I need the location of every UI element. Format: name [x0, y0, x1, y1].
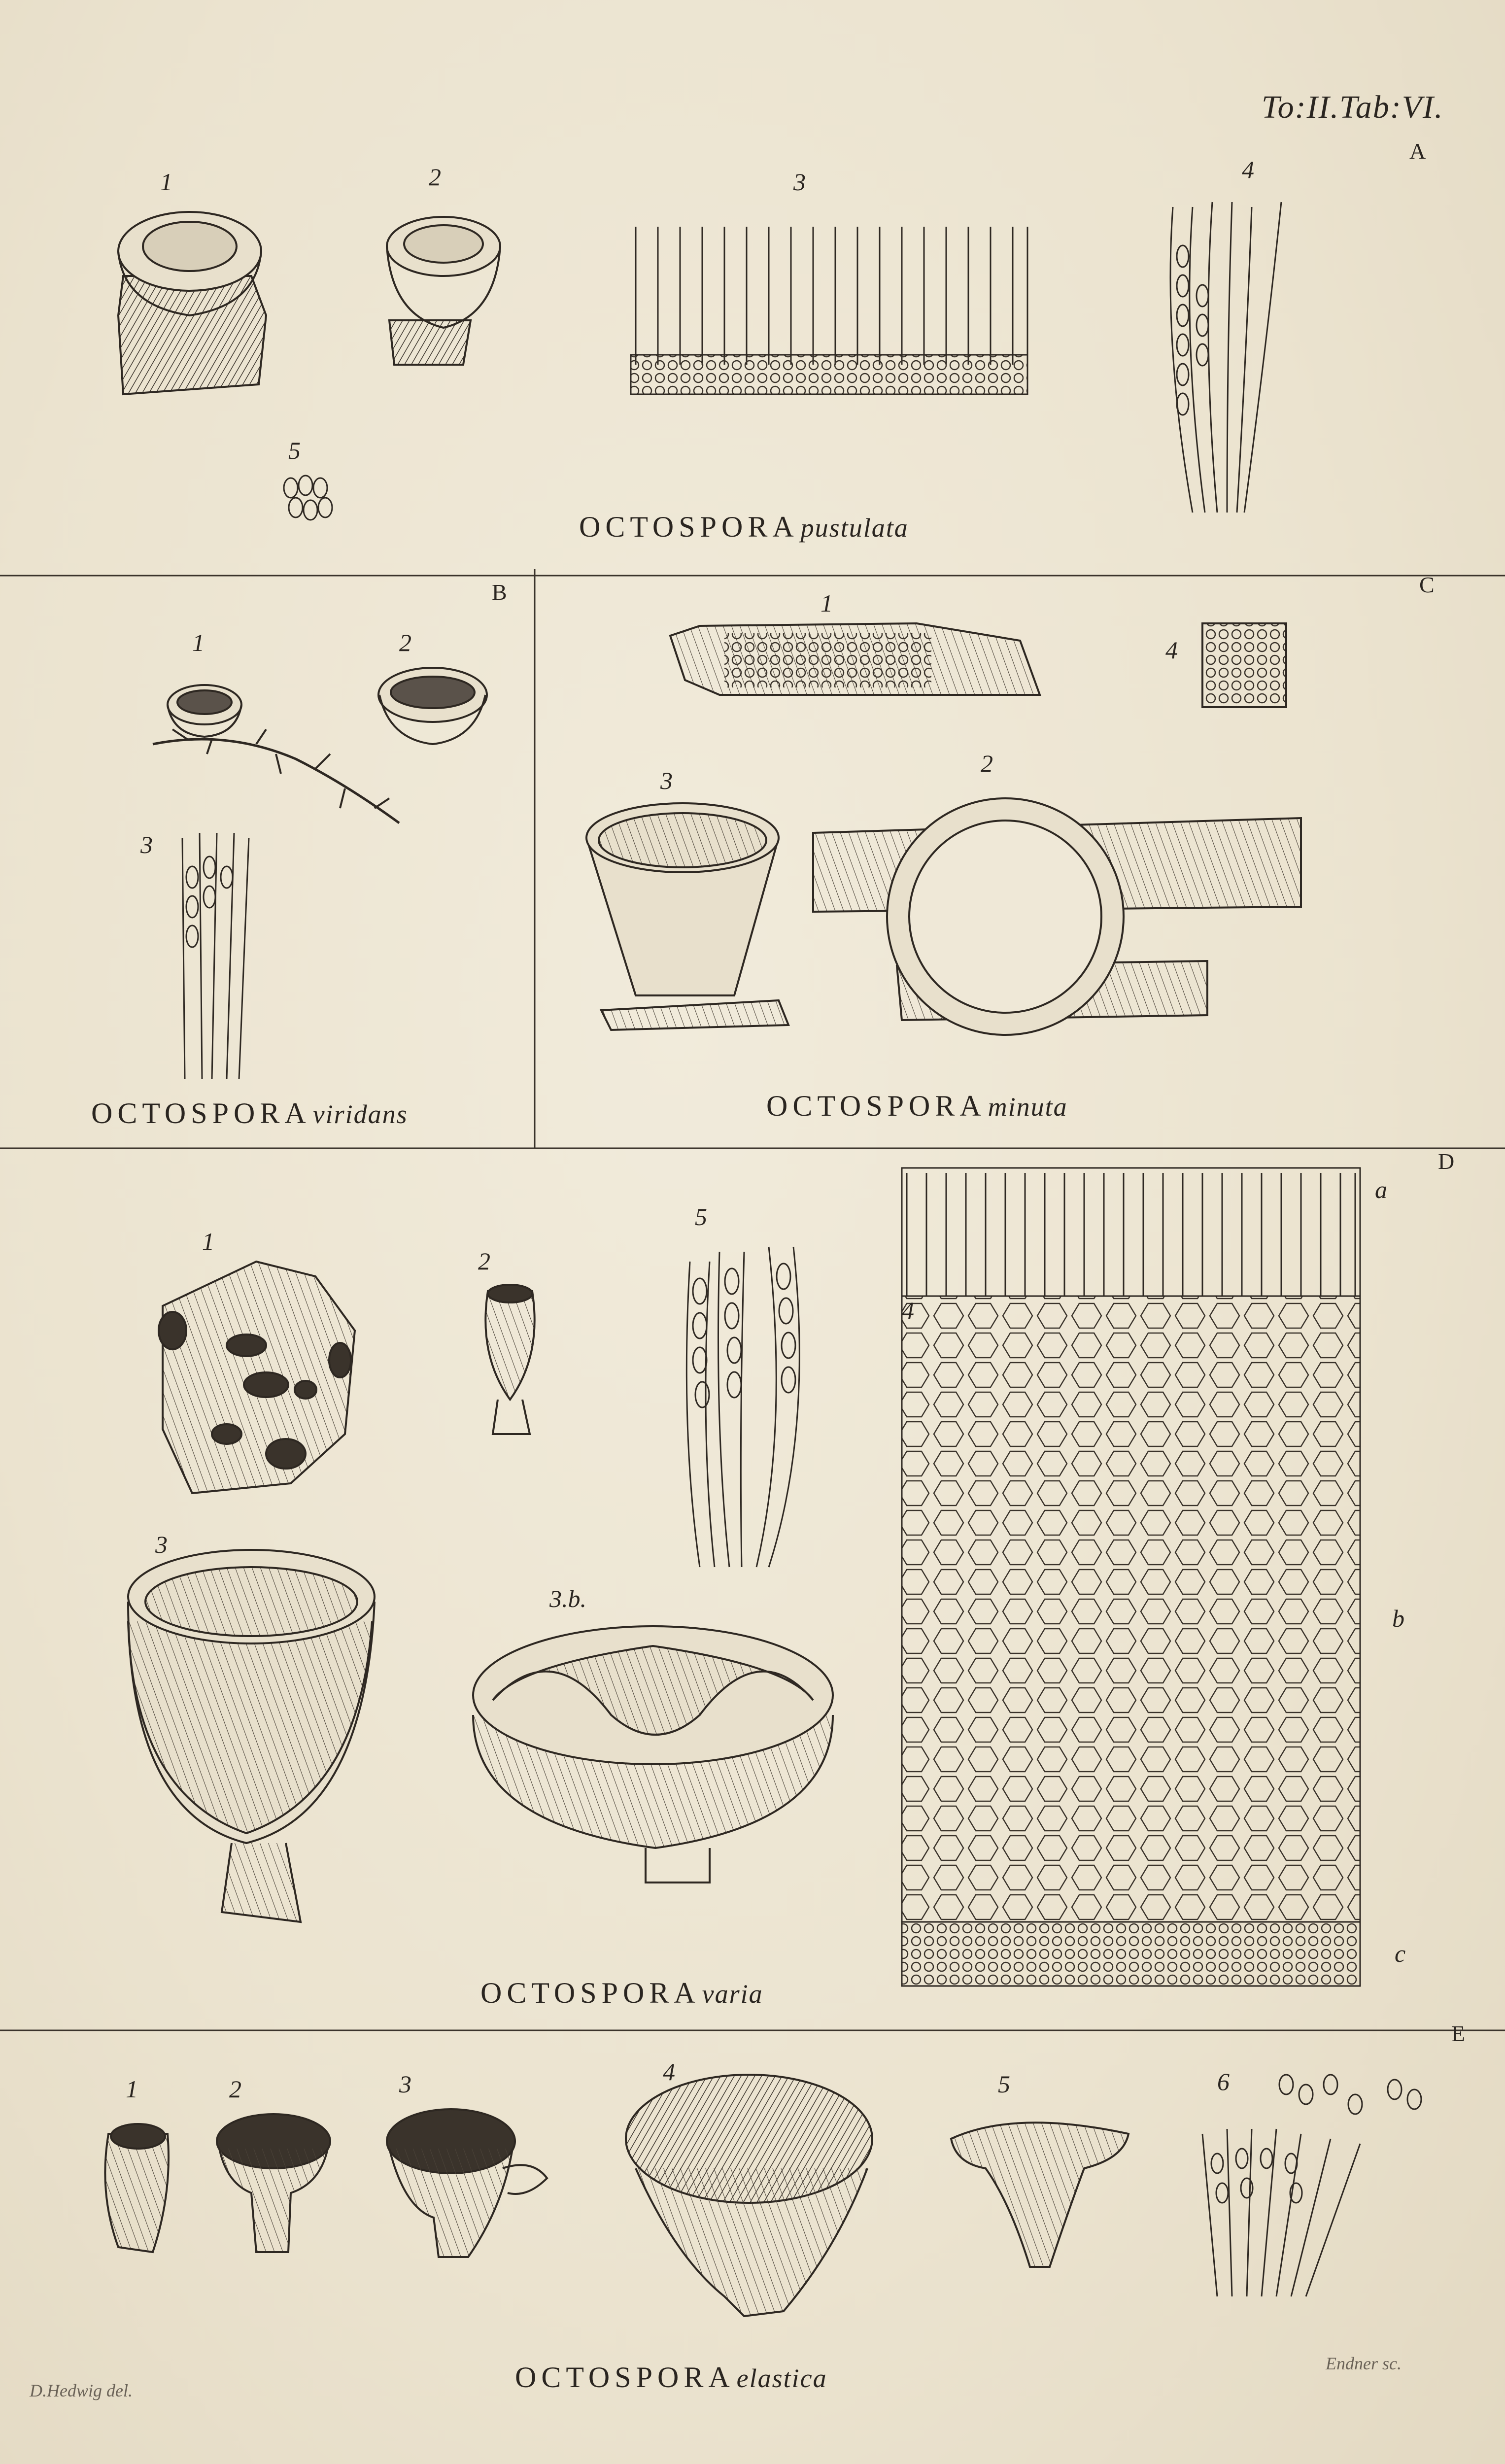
- plate-header: To:II.Tab:VI.: [1262, 89, 1444, 125]
- pustulata-figures: [118, 202, 1281, 520]
- caption-minuta: [766, 1089, 1068, 1123]
- fig-number: 1: [821, 589, 833, 617]
- caption-elastica: [515, 2361, 827, 2395]
- fig-number: 6: [1217, 2068, 1230, 2095]
- fig-number: 1: [192, 629, 205, 656]
- caption-genus: OCTOSPORA: [579, 511, 799, 543]
- caption-species: minuta: [988, 1092, 1068, 1122]
- fig-number: 5: [695, 1203, 707, 1231]
- caption-pustulata: [579, 510, 909, 544]
- varia-figures: [128, 1168, 1360, 1986]
- fig-number: 4: [663, 2058, 675, 2086]
- credit-engraver: Endner sc.: [1326, 2354, 1402, 2373]
- caption-species: pustulata: [800, 513, 909, 543]
- caption-species: varia: [702, 1979, 763, 2009]
- fig-label-b: b: [1392, 1605, 1404, 1632]
- section-letter-c: C: [1419, 572, 1435, 597]
- fig-number: 1: [202, 1228, 214, 1255]
- fig-number: 2: [478, 1247, 490, 1275]
- fig-number: 1: [160, 168, 172, 196]
- section-letter-d: D: [1438, 1149, 1455, 1174]
- fig-number: 2: [229, 2075, 241, 2103]
- caption-viridans: [91, 1096, 408, 1130]
- elastica-figures: [105, 2075, 1421, 2316]
- fig-number: 5: [288, 437, 301, 464]
- fig-number: 3: [793, 168, 806, 196]
- fig-number: 1: [126, 2075, 138, 2103]
- fig-number: 4: [902, 1297, 914, 1324]
- credit-delineator: D.Hedwig del.: [30, 2381, 133, 2400]
- minuta-figures: [586, 623, 1301, 1035]
- section-letter-e: E: [1451, 2021, 1466, 2046]
- fig-number: 4: [1165, 636, 1178, 664]
- caption-genus: OCTOSPORA: [766, 1090, 986, 1122]
- fig-number: 3: [155, 1531, 168, 1558]
- fig-label-a: a: [1375, 1176, 1387, 1203]
- fig-number: 4: [1242, 156, 1254, 183]
- fig-number: 5: [998, 2070, 1010, 2098]
- caption-genus: OCTOSPORA: [515, 2361, 735, 2394]
- caption-species: elastica: [736, 2363, 827, 2393]
- fig-number: 2: [429, 163, 441, 191]
- fig-number: 3: [399, 2070, 411, 2098]
- viridans-figures: [153, 668, 487, 1079]
- fig-label-c: c: [1395, 1940, 1406, 1967]
- fig-number: 2: [981, 750, 993, 777]
- fig-number: 3: [140, 831, 153, 858]
- caption-genus: OCTOSPORA: [480, 1977, 700, 2009]
- fig-number: 3: [660, 767, 673, 794]
- fig-number: 3.b.: [549, 1585, 586, 1612]
- caption-genus: OCTOSPORA: [91, 1097, 311, 1129]
- fig-number: 2: [399, 629, 411, 656]
- section-letter-a: A: [1409, 138, 1426, 164]
- section-letter-b: B: [492, 580, 507, 605]
- caption-species: viridans: [312, 1099, 408, 1129]
- caption-varia: [480, 1976, 763, 2010]
